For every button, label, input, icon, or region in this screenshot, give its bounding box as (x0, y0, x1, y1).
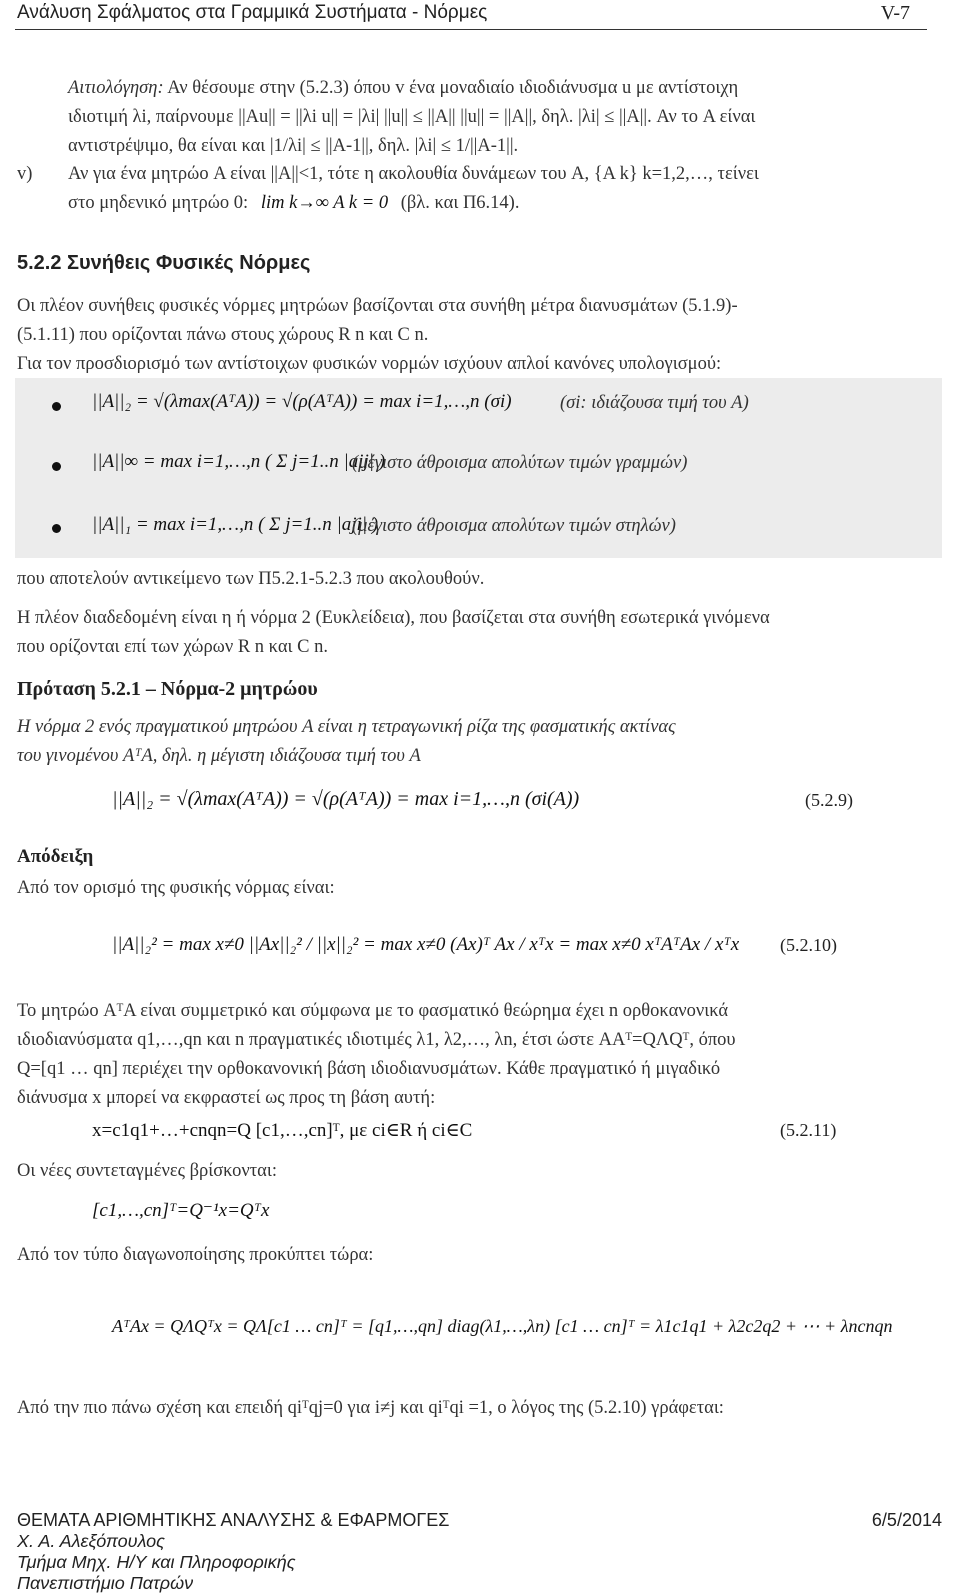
diagonalization-equation: AᵀAx = QΛQᵀx = QΛ[c1 … cn]ᵀ = [q1,…,qn] diag(λ1,…,λn) [c1 … cn]ᵀ = λ1c1q1 + λ2c2q2 + ⋯ + λncnqn (112, 1316, 893, 1336)
proposition-text (17, 713, 676, 771)
equation-number-5-2-10: (5.2.10) (780, 935, 837, 955)
proof-paragraph (17, 997, 937, 1113)
footer-department: Τμήμα Μηχ. Η/Υ και Πληροφορικής (17, 1552, 296, 1572)
coords-line: Οι νέες συντεταγμένες βρίσκονται: (17, 1161, 277, 1181)
intro-paragraph (17, 292, 937, 379)
running-header-title: Ανάλυση Σφάλματος στα Γραμμικά Συστήματα - Νόρμες (17, 2, 488, 23)
justification-line3: αντιστρέψιμο, θα είναι και |1/λi| ≤ ||A-1||, δηλ. |λi| ≤ 1/||A-1||. (68, 136, 519, 156)
proof-line1: Από τον ορισμό της φυσικής νόρμας είναι: (17, 878, 335, 898)
proposition-equation: ||A||₂ = √(λmax(AᵀA)) = √(ρ(AᵀA)) = max i=1,…,n (σi(A)) (112, 788, 580, 810)
rule-1norm-note: (μέγιστο άθροισμα απολύτων τιμών στηλών) (352, 516, 676, 536)
rule-1norm-formula: ||A||₁ = max i=1,…,n ( Σ j=1..n |aji| ) (92, 514, 379, 535)
footer-author: Χ. Α. Αλεξόπουλος (17, 1531, 165, 1551)
footer-course: ΘΕΜΑΤΑ ΑΡΙΘΜΗΤΙΚΗΣ ΑΝΑΛΥΣΗΣ & ΕΦΑΡΜΟΓΕΣ (17, 1510, 450, 1530)
rule-2norm-formula: ||A||₂ = √(λmax(AᵀA)) = √(ρ(AᵀA)) = max i=1,…,n (σi) (92, 391, 512, 412)
rule-infnorm-note: (μέγιστο άθροισμα απολύτων τιμών γραμμών) (352, 453, 688, 473)
bullet-3 (52, 524, 61, 533)
footer-date: 6/5/2014 (871, 1510, 942, 1530)
proposition-line1: Η νόρμα 2 ενός πραγματικού μητρώου A είναι η τετραγωνική ρίζα της φασματικής ακτίνας (17, 717, 676, 737)
equation-5-2-10: ||A||₂² = max x≠0 ||Ax||₂² / ||x||₂² = max x≠0 (Ax)ᵀ Ax / xᵀx = max x≠0 xᵀAᵀAx / xᵀx (112, 934, 740, 955)
proposition-title: Πρόταση 5.2.1 – Νόρμα-2 μητρώου (17, 678, 318, 700)
proof-title: Απόδειξη (17, 846, 94, 867)
proof-p1-line4: διάνυσμα x μπορεί να εκφραστεί ως προς τη βάση αυτή: (17, 1088, 436, 1108)
intro-line2: (5.1.11) που ορίζονται πάνω στους χώρους R n και C n. (17, 325, 429, 345)
spread-line1: Η πλέον διαδεδομένη είναι η ή νόρμα 2 (Ευκλείδεια), που βασίζεται στα συνήθη εσωτερικά γινόμενα (17, 608, 770, 628)
equation-number-5-2-11: (5.2.11) (780, 1120, 837, 1140)
equation-number-5-2-9: (5.2.9) (805, 790, 853, 810)
proof-p1-line2: ιδιοδιανύσματα q1,…,qn και n πραγματικές ιδιοτιμές λ1, λ2,…, λn, έτσι ώστε AAᵀ=QΛQᵀ, όπου (17, 1030, 736, 1050)
bullet-2 (52, 462, 61, 471)
item-v-line2-post: (βλ. και Π6.14). (400, 193, 520, 213)
item-v-label: v) (17, 164, 33, 184)
proof-p1-line1: Το μητρώο AᵀA είναι συμμετρικό και σύμφωνα με το φασματικό θεώρημα έχει n ορθοκανονικά (17, 1001, 729, 1021)
proposition-line2: του γινομένου AᵀA, δηλ. η μέγιστη ιδιάζουσα τιμή του A (17, 746, 421, 766)
after-rules-text: που αποτελούν αντικείμενο των Π5.2.1-5.2.3 που ακολουθούν. (17, 569, 485, 589)
rule-infnorm-formula: ||A||∞ = max i=1,…,n ( Σ j=1..n |aij| ) (92, 451, 386, 472)
proof-last-line: Από την πιο πάνω σχέση και επειδή qiᵀqj=0 για i≠j και qiᵀqi =1, ο λόγος της (5.2.10) γράφεται: (17, 1398, 724, 1418)
item-v-text (68, 160, 759, 218)
spread-paragraph (17, 604, 770, 662)
footer-block (17, 1510, 449, 1594)
intro-line1: Οι πλέον συνήθεις φυσικές νόρμες μητρώων βασίζονται στα συνήθη μέτρα διανυσμάτων (5.1.9)- (17, 296, 738, 316)
header-rule (15, 29, 927, 30)
justification-line1: Αν θέσουμε στην (5.2.3) όπου v ένα μοναδιαίο ιδιοδιάνυσμα u με αντίστοιχη (163, 78, 739, 98)
justification-paragraph (68, 74, 755, 161)
equation-5-2-11: x=c1q1+…+cnqn=Q [c1,…,cn]ᵀ, με ci∈R ή ci∈C (92, 1120, 473, 1141)
diag-line: Από τον τύπο διαγωνοποίησης προκύπτει τώρα: (17, 1245, 374, 1265)
intro-line3: Για τον προσδιορισμό των αντίστοιχων φυσικών νορμών ισχύουν απλοί κανόνες υπολογισμού: (17, 354, 722, 374)
justification-lead: Αιτιολόγηση: (68, 78, 164, 98)
spread-line2: που ορίζονται επί των χώρων R n και C n. (17, 637, 328, 657)
page-number: V-7 (880, 2, 910, 24)
footer-university: Πανεπιστήμιο Πατρών (17, 1573, 194, 1593)
justification-line2: ιδιοτιμή λi, παίρνουμε ||Au|| = ||λi u|| = |λi| ||u|| ≤ ||A|| ||u|| = ||A||, δηλ. |λi| ≤ ||A||. Αν το A είναι (68, 107, 756, 127)
coords-equation: [c1,…,cn]ᵀ=Q⁻¹x=Qᵀx (92, 1200, 270, 1221)
item-v-line1: Αν για ένα μητρώο A είναι ||A||<1, τότε η ακολουθία δυνάμεων του A, {A k} k=1,2,…, τείνει (68, 164, 759, 184)
item-v-line2-pre: στο μηδενικό μητρώο 0: (68, 193, 249, 213)
rule-2norm-note: (σi: ιδιάζουσα τιμή του A) (560, 393, 749, 413)
item-v-limit: lim k→∞ A k = 0 (260, 193, 389, 213)
proof-p1-line3: Q=[q1 … qn] περιέχει την ορθοκανονική βάση ιδιοδιανυσμάτων. Κάθε πραγματικό ή μιγαδικό (17, 1059, 721, 1079)
section-heading: 5.2.2 Συνήθεις Φυσικές Νόρμες (17, 252, 311, 274)
bullet-1 (52, 402, 61, 411)
